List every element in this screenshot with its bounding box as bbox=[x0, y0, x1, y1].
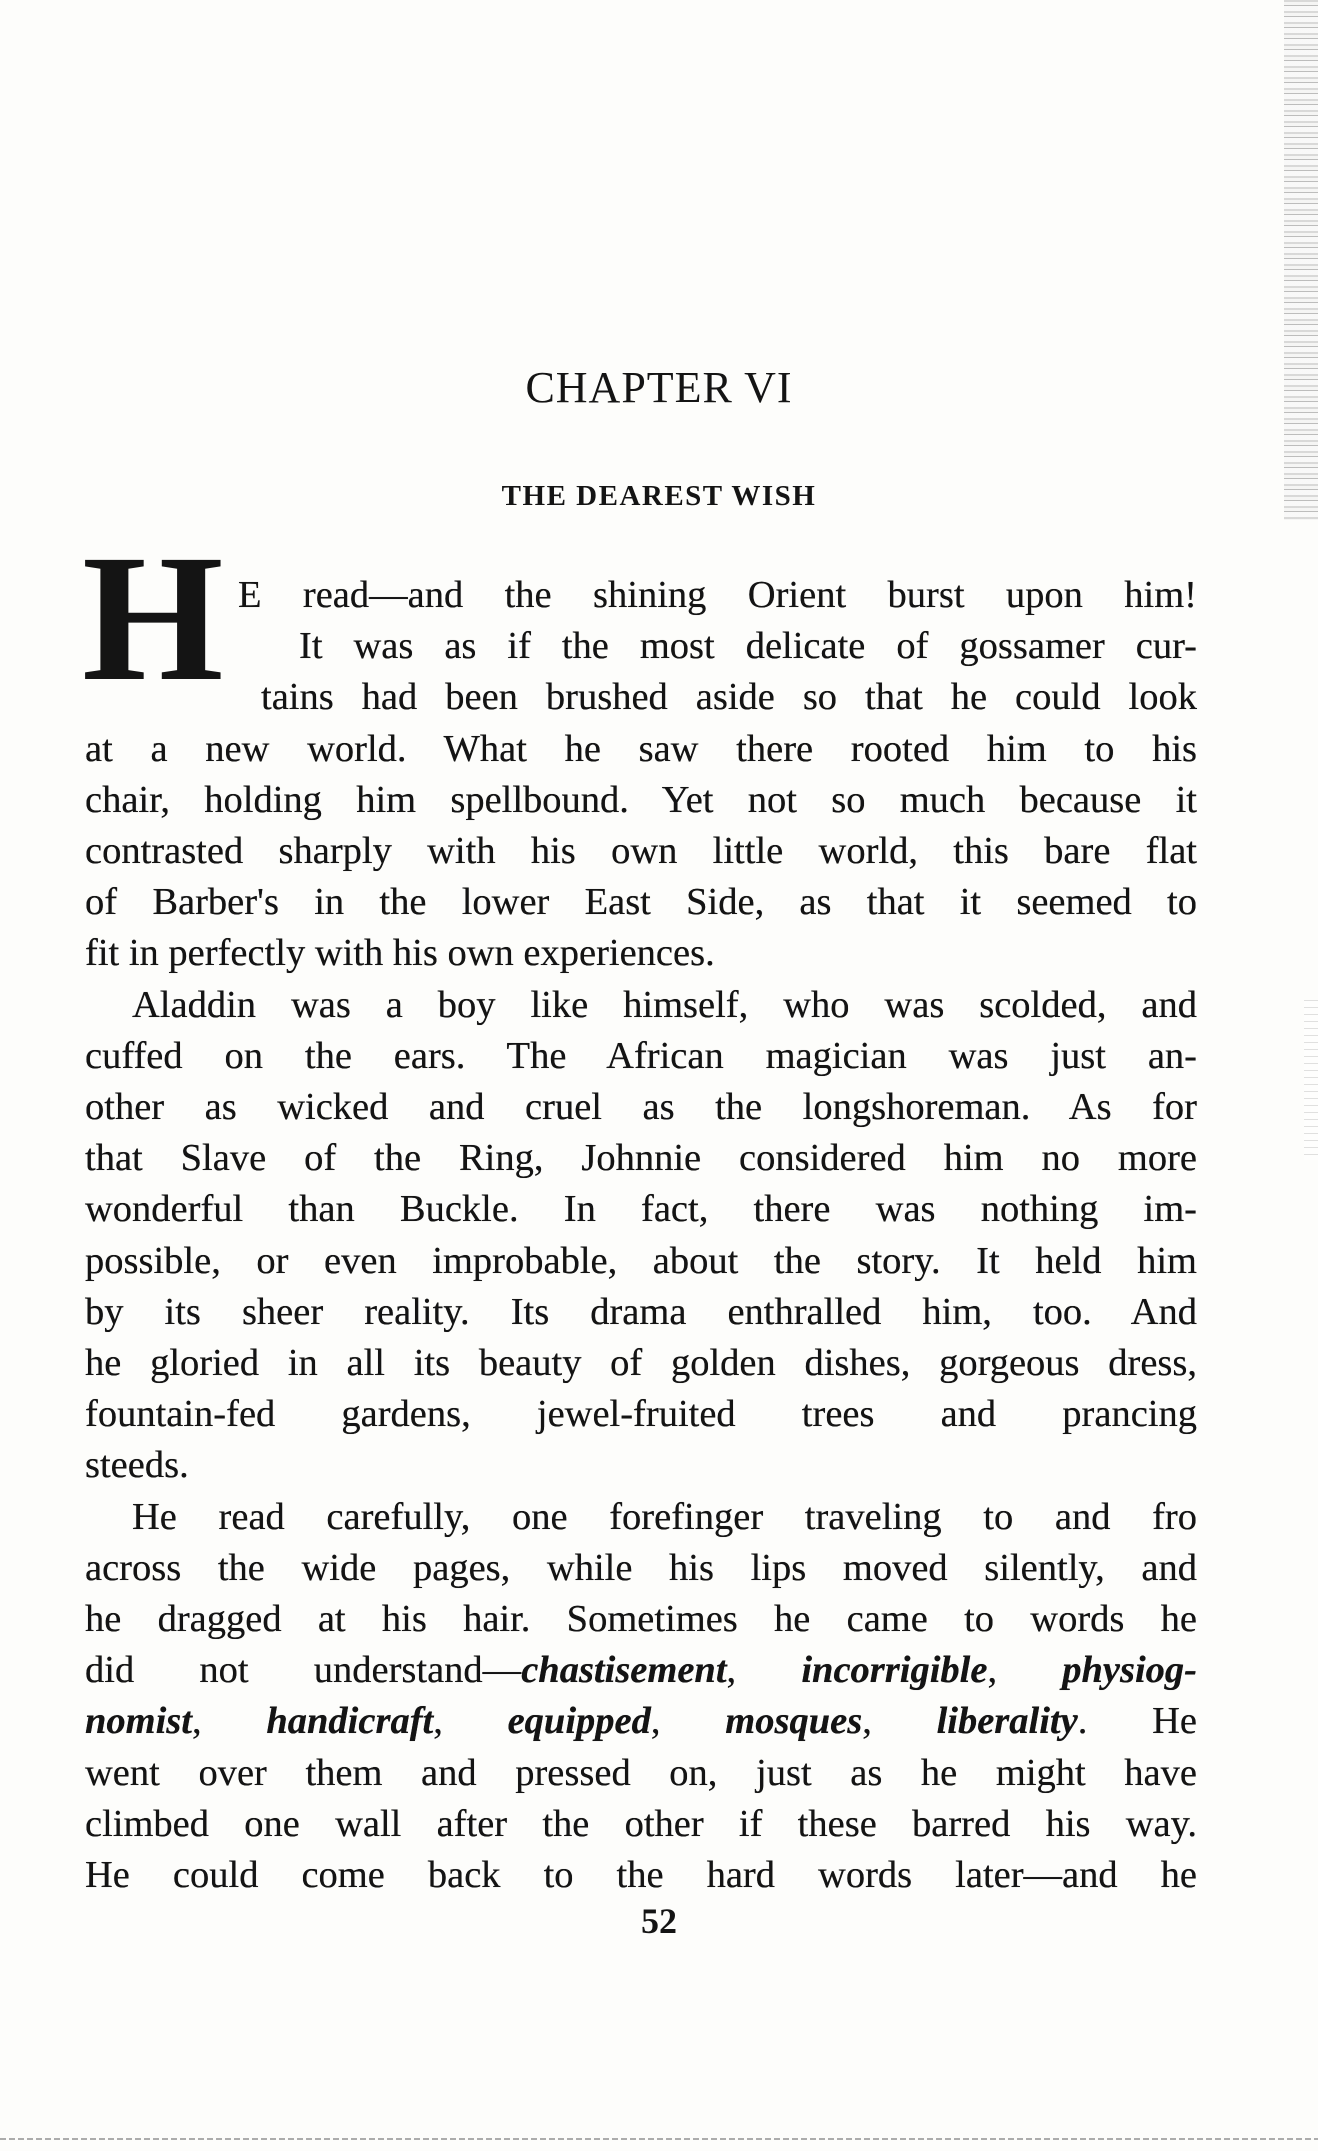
text-line bbox=[85, 1184, 1197, 1235]
text-segment: tains had been brushed aside so that he could look bbox=[261, 676, 1197, 719]
text-segment: contrasted sharply with his own little world, this bare flat bbox=[85, 830, 1197, 872]
text-line bbox=[85, 1082, 1197, 1133]
text-line bbox=[85, 775, 1197, 826]
text-segment: at a new world. What he saw there rooted him to his bbox=[85, 727, 1197, 770]
text-segment: did not understand— bbox=[85, 1649, 522, 1692]
text-segment: . He bbox=[1077, 1700, 1197, 1743]
text-segment: he dragged at his hair. Sometimes he came to words he bbox=[85, 1598, 1197, 1640]
text-line bbox=[85, 1748, 1197, 1799]
text-line bbox=[261, 672, 1197, 723]
drop-cap: H bbox=[82, 518, 224, 719]
text-line bbox=[85, 826, 1197, 877]
text-segment: steeds. bbox=[85, 1444, 189, 1487]
text-segment: It was as if the most delicate of gossamer cur- bbox=[299, 625, 1197, 668]
italic-word: chastisement bbox=[521, 1649, 727, 1692]
text-segment: across the wide pages, while his lips moved silently, and bbox=[85, 1546, 1197, 1589]
italic-word: nomist bbox=[85, 1700, 192, 1743]
text-line bbox=[85, 1594, 1197, 1645]
text-segment: E read—and the shining Orient burst upon him! bbox=[238, 574, 1197, 616]
text-segment: wonderful than Buckle. In fact, there was nothing im- bbox=[85, 1188, 1197, 1231]
text-line bbox=[132, 1492, 1197, 1543]
text-segment: fit in perfectly with his own experiences. bbox=[85, 932, 715, 975]
page-number: 52 bbox=[641, 1901, 677, 1941]
text-segment: , bbox=[433, 1700, 508, 1743]
text-line bbox=[85, 928, 1197, 979]
text-segment: , bbox=[650, 1700, 726, 1743]
italic-word: mosques bbox=[725, 1700, 863, 1743]
text-segment: fountain-fed gardens, jewel-fruited trees and prancing bbox=[85, 1393, 1197, 1436]
text-line bbox=[85, 1543, 1197, 1594]
text-segment: climbed one wall after the other if these barred his way. bbox=[85, 1802, 1197, 1845]
text-line bbox=[299, 621, 1197, 672]
text-segment: that Slave of the Ring, Johnnie considered him no more bbox=[85, 1137, 1197, 1180]
text-segment: of Barber's in the lower East Side, as that it seemed to bbox=[85, 881, 1197, 924]
italic-word: physiog- bbox=[1062, 1649, 1197, 1692]
text-segment: Aladdin was a boy like himself, who was scolded, and bbox=[132, 983, 1197, 1026]
text-line bbox=[85, 1645, 1197, 1696]
chapter-title: CHAPTER VI bbox=[525, 363, 793, 412]
text-segment: other as wicked and cruel as the longshoreman. As for bbox=[85, 1086, 1197, 1128]
text-line bbox=[85, 1031, 1197, 1082]
text-line bbox=[85, 1696, 1197, 1747]
page-edge-speckle bbox=[1304, 1000, 1318, 1160]
text-line bbox=[85, 877, 1197, 928]
text-segment: , bbox=[987, 1649, 1063, 1692]
chapter-subtitle: THE DEAREST WISH bbox=[501, 480, 817, 512]
text-line bbox=[85, 1287, 1197, 1338]
text-segment: he gloried in all its beauty of golden dishes, gorgeous dress, bbox=[85, 1342, 1197, 1384]
text-segment: , bbox=[726, 1649, 802, 1692]
text-line bbox=[85, 1799, 1197, 1850]
text-segment: went over them and pressed on, just as he might have bbox=[85, 1751, 1197, 1794]
text-segment: , bbox=[862, 1700, 937, 1743]
text-line bbox=[85, 724, 1197, 775]
text-segment: possible, or even improbable, about the story. It held him bbox=[85, 1239, 1197, 1282]
text-line bbox=[85, 1338, 1197, 1389]
italic-word: handicraft bbox=[266, 1700, 434, 1743]
text-line bbox=[85, 1389, 1197, 1440]
text-segment: , bbox=[191, 1700, 267, 1743]
page-bottom-edge bbox=[0, 2138, 1318, 2140]
text-line bbox=[85, 1850, 1197, 1901]
text-line bbox=[85, 1133, 1197, 1184]
text-segment: chair, holding him spellbound. Yet not so much because it bbox=[85, 778, 1197, 821]
text-segment: He read carefully, one forefinger traveling to and fro bbox=[132, 1495, 1197, 1538]
text-line bbox=[85, 1440, 1197, 1491]
text-line bbox=[238, 570, 1197, 621]
italic-word: liberality bbox=[936, 1700, 1078, 1743]
text-segment: He could come back to the hard words later—and he bbox=[85, 1854, 1197, 1896]
page-binding-edge bbox=[1284, 0, 1318, 520]
italic-word: incorrigible bbox=[801, 1649, 988, 1692]
text-line bbox=[132, 980, 1197, 1031]
text-segment: cuffed on the ears. The African magician was just an- bbox=[85, 1034, 1197, 1077]
italic-word: equipped bbox=[507, 1700, 651, 1743]
text-segment: by its sheer reality. Its drama enthralled him, too. And bbox=[85, 1290, 1197, 1333]
text-line bbox=[85, 1236, 1197, 1287]
